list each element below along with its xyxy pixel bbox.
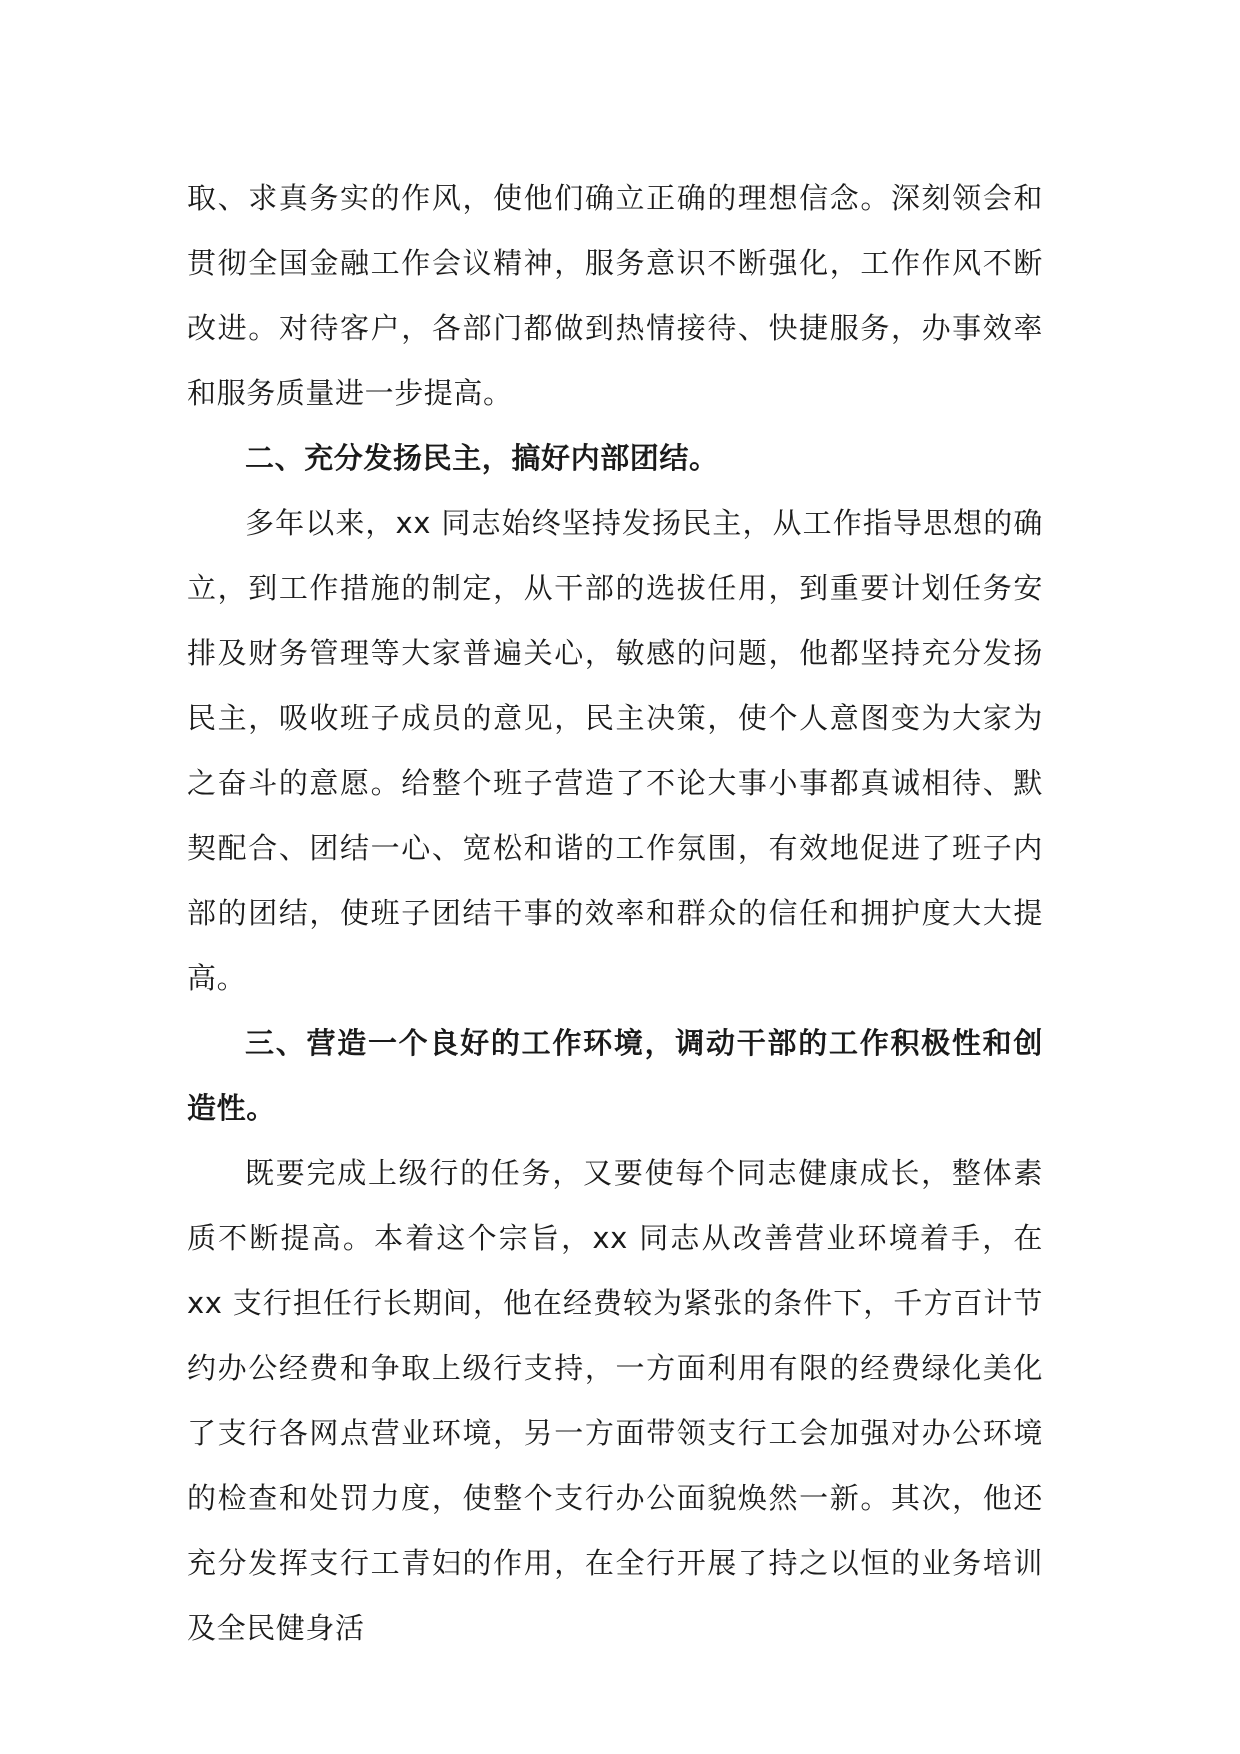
paragraph-democracy: 多年以来，xx 同志始终坚持发扬民主，从工作指导思想的确立，到工作措施的制定，从干部的选拔任用，到重要计划任务安排及财务管理等大家普遍关心，敏感的问题，他都坚持充分发扬民主，吸收班子成员的意见，民主决策，使个人意图变为大家为之奋斗的意愿。给整个班子营造了不论大事小事都真诚相待、默契配合、团结一心、宽松和谐的工作氛围，有效地促进了班子内部的团结，使班子团结干事的效率和群众的信任和拥护度大大提高。 (187, 506, 1043, 995)
paragraph-environment: 既要完成上级行的任务，又要使每个同志健康成长，整体素质不断提高。本着这个宗旨，xx 同志从改善营业环境着手，在 xx 支行担任行长期间，他在经费较为紧张的条件下，千方百计节约办公经费和争取上级行支持，一方面利用有限的经费绿化美化了支行各网点营业环境，另一方面带领支行工会加强对办公环境的检查和处罚力度，使整个支行办公面貌焕然一新。其次，他还充分发挥支行工青妇的作用，在全行开展了持之以恒的业务培训及全民健身活 (187, 1156, 1043, 1645)
paragraph-continued: 取、求真务实的作风，使他们确立正确的理想信念。深刻领会和贯彻全国金融工作会议精神，服务意识不断强化，工作作风不断改进。对待客户，各部门都做到热情接待、快捷服务，办事效率和服务质量进一步提高。 (187, 181, 1043, 410)
section-heading-2: 二、充分发扬民主，搞好内部团结。 (245, 441, 719, 475)
section-heading-3: 三、营造一个良好的工作环境，调动干部的工作积极性和创造性。 (187, 1026, 1043, 1125)
document-body (187, 166, 1043, 1661)
